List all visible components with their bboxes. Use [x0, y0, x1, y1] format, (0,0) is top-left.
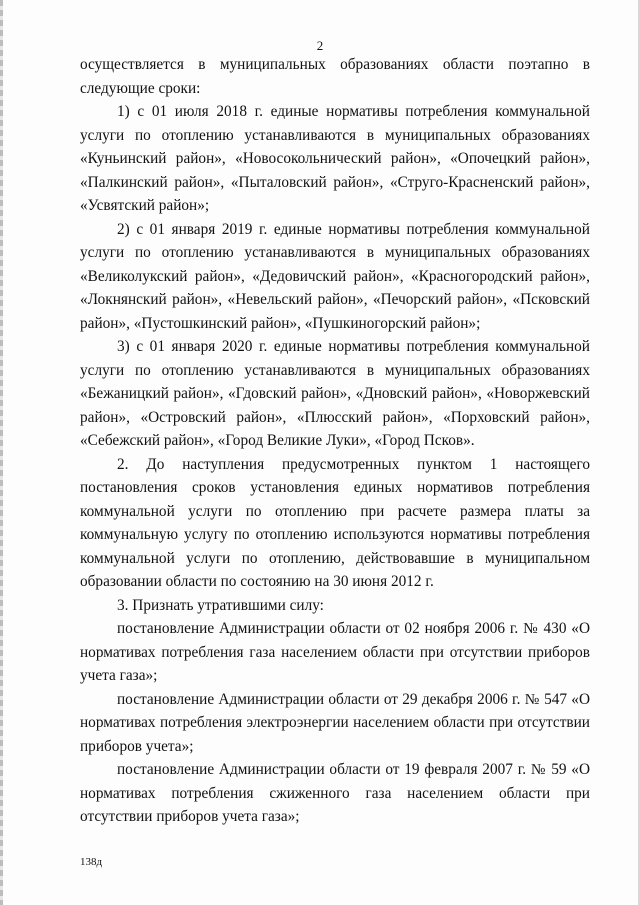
document-code: 138д: [80, 856, 103, 868]
paragraph-point-3: 3. Признать утратившими силу:: [117, 596, 324, 614]
paragraph-item-1-2018: 1) с 01 июля 2018 г. единые нормативы потребления коммунальной услуги по отоплению устанавливаются в муниципальных образованиях «Куньинский район», «Новосокольнический район», «Опочецкий район», «Палкинский район», «Пыталовский район», «Струго-Красненский район», «Усвятский район»;: [80, 103, 590, 214]
paragraph-intro-continuation: осуществляется в муниципальных образованиях области поэтапно в следующие сроки:: [80, 56, 590, 97]
scan-left-edge: [0, 0, 3, 905]
paragraph-point-2: 2. До наступления предусмотренных пунктом 1 настоящего постановления сроков установления единых нормативов потребления коммунальной услуги по отоплению при расчете размера платы за коммунальную услугу по отоплению используются нормативы потребления коммунальной услуги по отоплению, действовавшие в муниципальном образовании области по состоянию на 30 июня 2012 г.: [80, 455, 590, 590]
paragraph-repealed-59: постановление Администрации области от 19 февраля 2007 г. № 59 «О нормативах потребления сжиженного газа населением области при отсутствии приборов учета газа»;: [80, 761, 590, 825]
document-body: [80, 53, 590, 829]
paragraph-item-3-2020: 3) с 01 января 2020 г. единые нормативы потребления коммунальной услуги по отоплению устанавливаются в муниципальных образованиях «Бежаницкий район», «Гдовский район», «Дновский район», «Новоржевский район», «Островский район», «Плюсский район», «Порховский район», «Себежский район», «Город Великие Луки», «Город Псков».: [80, 338, 590, 449]
paragraph-repealed-547: постановление Администрации области от 29 декабря 2006 г. № 547 «О нормативах потребления электроэнергии населением области при отсутствии приборов учета»;: [80, 690, 590, 755]
page-number: 2: [316, 38, 324, 53]
paragraph-item-2-2019: 2) с 01 января 2019 г. единые нормативы потребления коммунальной услуги по отоплению устанавливаются в муниципальных образованиях «Великолукский район», «Дедовичский район», «Красногородский район», «Локнянский район», «Невельский район», «Печорский район», «Псковский район», «Пустошкинский район», «Пушкиногорский район»;: [80, 220, 590, 332]
paragraph-repealed-430: постановление Администрации области от 02 ноября 2006 г. № 430 «О нормативах потребления газа населением области при отсутствии приборов учета газа»;: [80, 620, 590, 684]
